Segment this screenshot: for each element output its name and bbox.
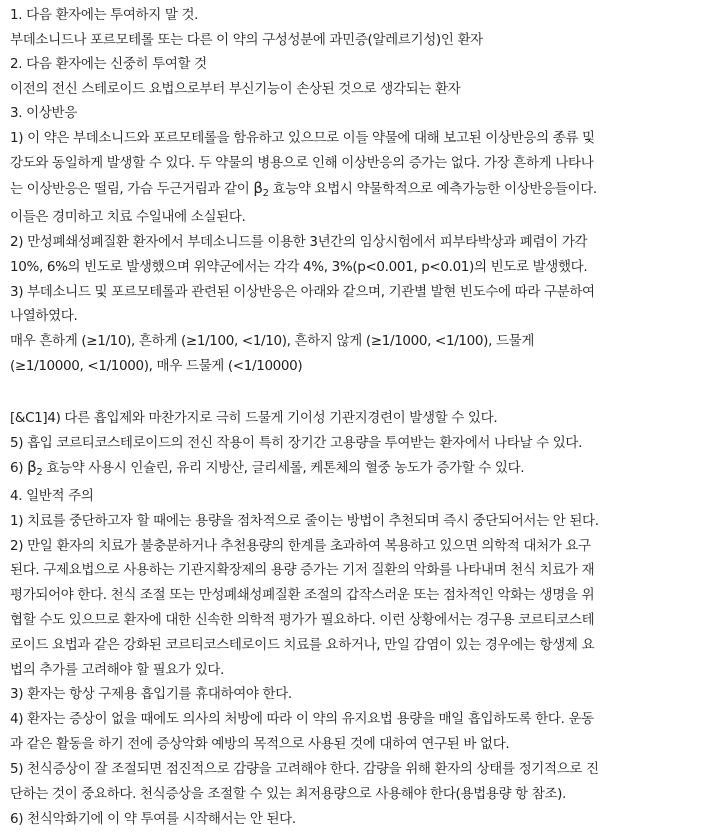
text-line-20: 1) 치료를 중단하고자 할 때에는 용량을 점차적으로 줄이는 방법이 추천되며 즉시 중단되어서는 안 된다. — [10, 513, 599, 529]
text-line-8 — [10, 178, 698, 198]
text-line-21: 2) 만일 환자의 치료가 불충분하거나 추천용량의 한계를 초과하여 복용하고 있으면 의학적 대처가 요구 — [10, 538, 591, 554]
text-line-12: 3) 부데소니드 및 포르모테롤과 관련된 이상반응은 아래와 같으며, 기관별 발현 빈도수에 따라 구분하여 — [10, 284, 595, 300]
text-line-30: 5) 천식증상이 잘 조절되면 점진적으로 감량을 고려해야 한다. 감량을 위해 환자의 상태를 정기적으로 진 — [10, 761, 599, 777]
text-line-26: 법의 추가를 고려해야 할 필요가 있다. — [10, 662, 225, 678]
text-line-29: 과 같은 활동을 하기 전에 증상악화 예방의 목적으로 사용된 것에 대하여 연구된 바 없다. — [10, 736, 510, 752]
text-line-19: 4. 일반적 주의 — [10, 488, 94, 504]
text-line-22: 된다. 구제요법으로 사용하는 기관지확장제의 용량 증가는 기저 질환의 악화를 나타내며 천식 치료가 재 — [10, 562, 595, 578]
text-line-24: 협할 수도 있으므로 환자에 대한 신속한 의학적 평가가 필요하다. 이런 상황에서는 경구용 코르티코스테 — [10, 612, 595, 628]
text-line-27: 3) 환자는 항상 구제용 흡입기를 휴대하여야 한다. — [10, 686, 292, 702]
text-line-4: 이전의 전신 스테로이드 요법으로부터 부신기능이 손상된 것으로 생각되는 환자 — [10, 81, 461, 97]
text-line-7: 강도와 동일하게 발생할 수 있다. 두 약물의 병용으로 인해 이상반응의 증가는 없다. 가장 흔하게 나타나 — [10, 155, 594, 171]
beta-symbol: β — [27, 458, 37, 476]
text-line-9: 이들은 경미하고 치료 수일내에 소실된다. — [10, 209, 246, 225]
line-text-before: 는 이상반응은 떨림, 가슴 두근거림과 같이 — [10, 181, 254, 197]
text-line-32: 6) 천식악화기에 이 약 투여를 시작해서는 안 된다. — [10, 811, 296, 827]
line-text-before: 6) — [10, 460, 28, 476]
text-line-6: 1) 이 약은 부데소니드와 포르모테롤을 함유하고 있으므로 이들 약물에 대해 보고된 이상반응의 종류 및 — [10, 130, 595, 146]
beta-subscript: 2 — [36, 467, 43, 478]
text-line-1: 1. 다음 환자에는 투여하지 말 것. — [10, 7, 199, 23]
text-line-5: 3. 이상반응 — [10, 105, 77, 121]
text-line-17: 5) 흡입 코르티코스테로이드의 전신 작용이 특히 장기간 고용량을 투여받는 환자에서 나타날 수 있다. — [10, 435, 583, 451]
text-line-28: 4) 환자는 증상이 없을 때에도 의사의 처방에 따라 이 약의 유지요법 용량을 매일 흡입하도록 한다. 운동 — [10, 711, 594, 727]
beta-symbol: β — [253, 179, 263, 197]
text-line-25: 로이드 요법과 같은 강화된 코르티코스테로이드 치료를 요하거나, 만일 감염이 있는 경우에는 항생제 요 — [10, 637, 595, 653]
text-line-11: 10%, 6%의 빈도로 발생했으며 위약군에서는 각각 4%, 3%(p<0.001, p<0.01)의 빈도로 발생했다. — [10, 259, 588, 275]
text-line-13: 나열하였다. — [10, 308, 78, 324]
text-line-14: 매우 흔하게 (≥1/10), 흔하게 (≥1/100, <1/10), 흔하지 않게 (≥1/1000, <1/100), 드물게 — [10, 333, 535, 349]
beta-subscript: 2 — [262, 188, 269, 199]
text-line-3: 2. 다음 환자에는 신중히 투여할 것 — [10, 56, 207, 72]
line-text-after: 효능약 요법시 약물학적으로 예측가능한 이상반응들이다. — [268, 181, 597, 197]
line-text-after: 효능약 사용시 인슐린, 유리 지방산, 글리세롤, 케톤체의 혈중 농도가 증가할 수 있다. — [42, 460, 525, 476]
text-line-10: 2) 만성폐쇄성폐질환 환자에서 부데소니드를 이용한 3년간의 임상시험에서 피부타박상과 폐렴이 가각 — [10, 234, 588, 250]
text-line-16: [&C1]4) 다른 흡입제와 마찬가지로 극히 드물게 기이성 기관지경련이 발생할 수 있다. — [10, 410, 498, 426]
text-line-15: (≥1/10000, <1/1000), 매우 드물게 (<1/10000) — [10, 358, 303, 374]
text-line-2: 부데소니드나 포르모테롤 또는 다른 이 약의 구성성분에 과민증(알레르기성)인 환자 — [10, 32, 483, 48]
text-line-31: 단하는 것이 중요하다. 천식증상을 조절할 수 있는 최저용량으로 사용해야 한다(용법용량 항 참조). — [10, 786, 567, 802]
text-line-23: 평가되어야 한다. 천식 조절 또는 만성폐쇄성폐질환 조절의 갑작스러운 또는 점차적인 악화는 생명을 위 — [10, 587, 595, 603]
text-line-18 — [10, 457, 698, 477]
